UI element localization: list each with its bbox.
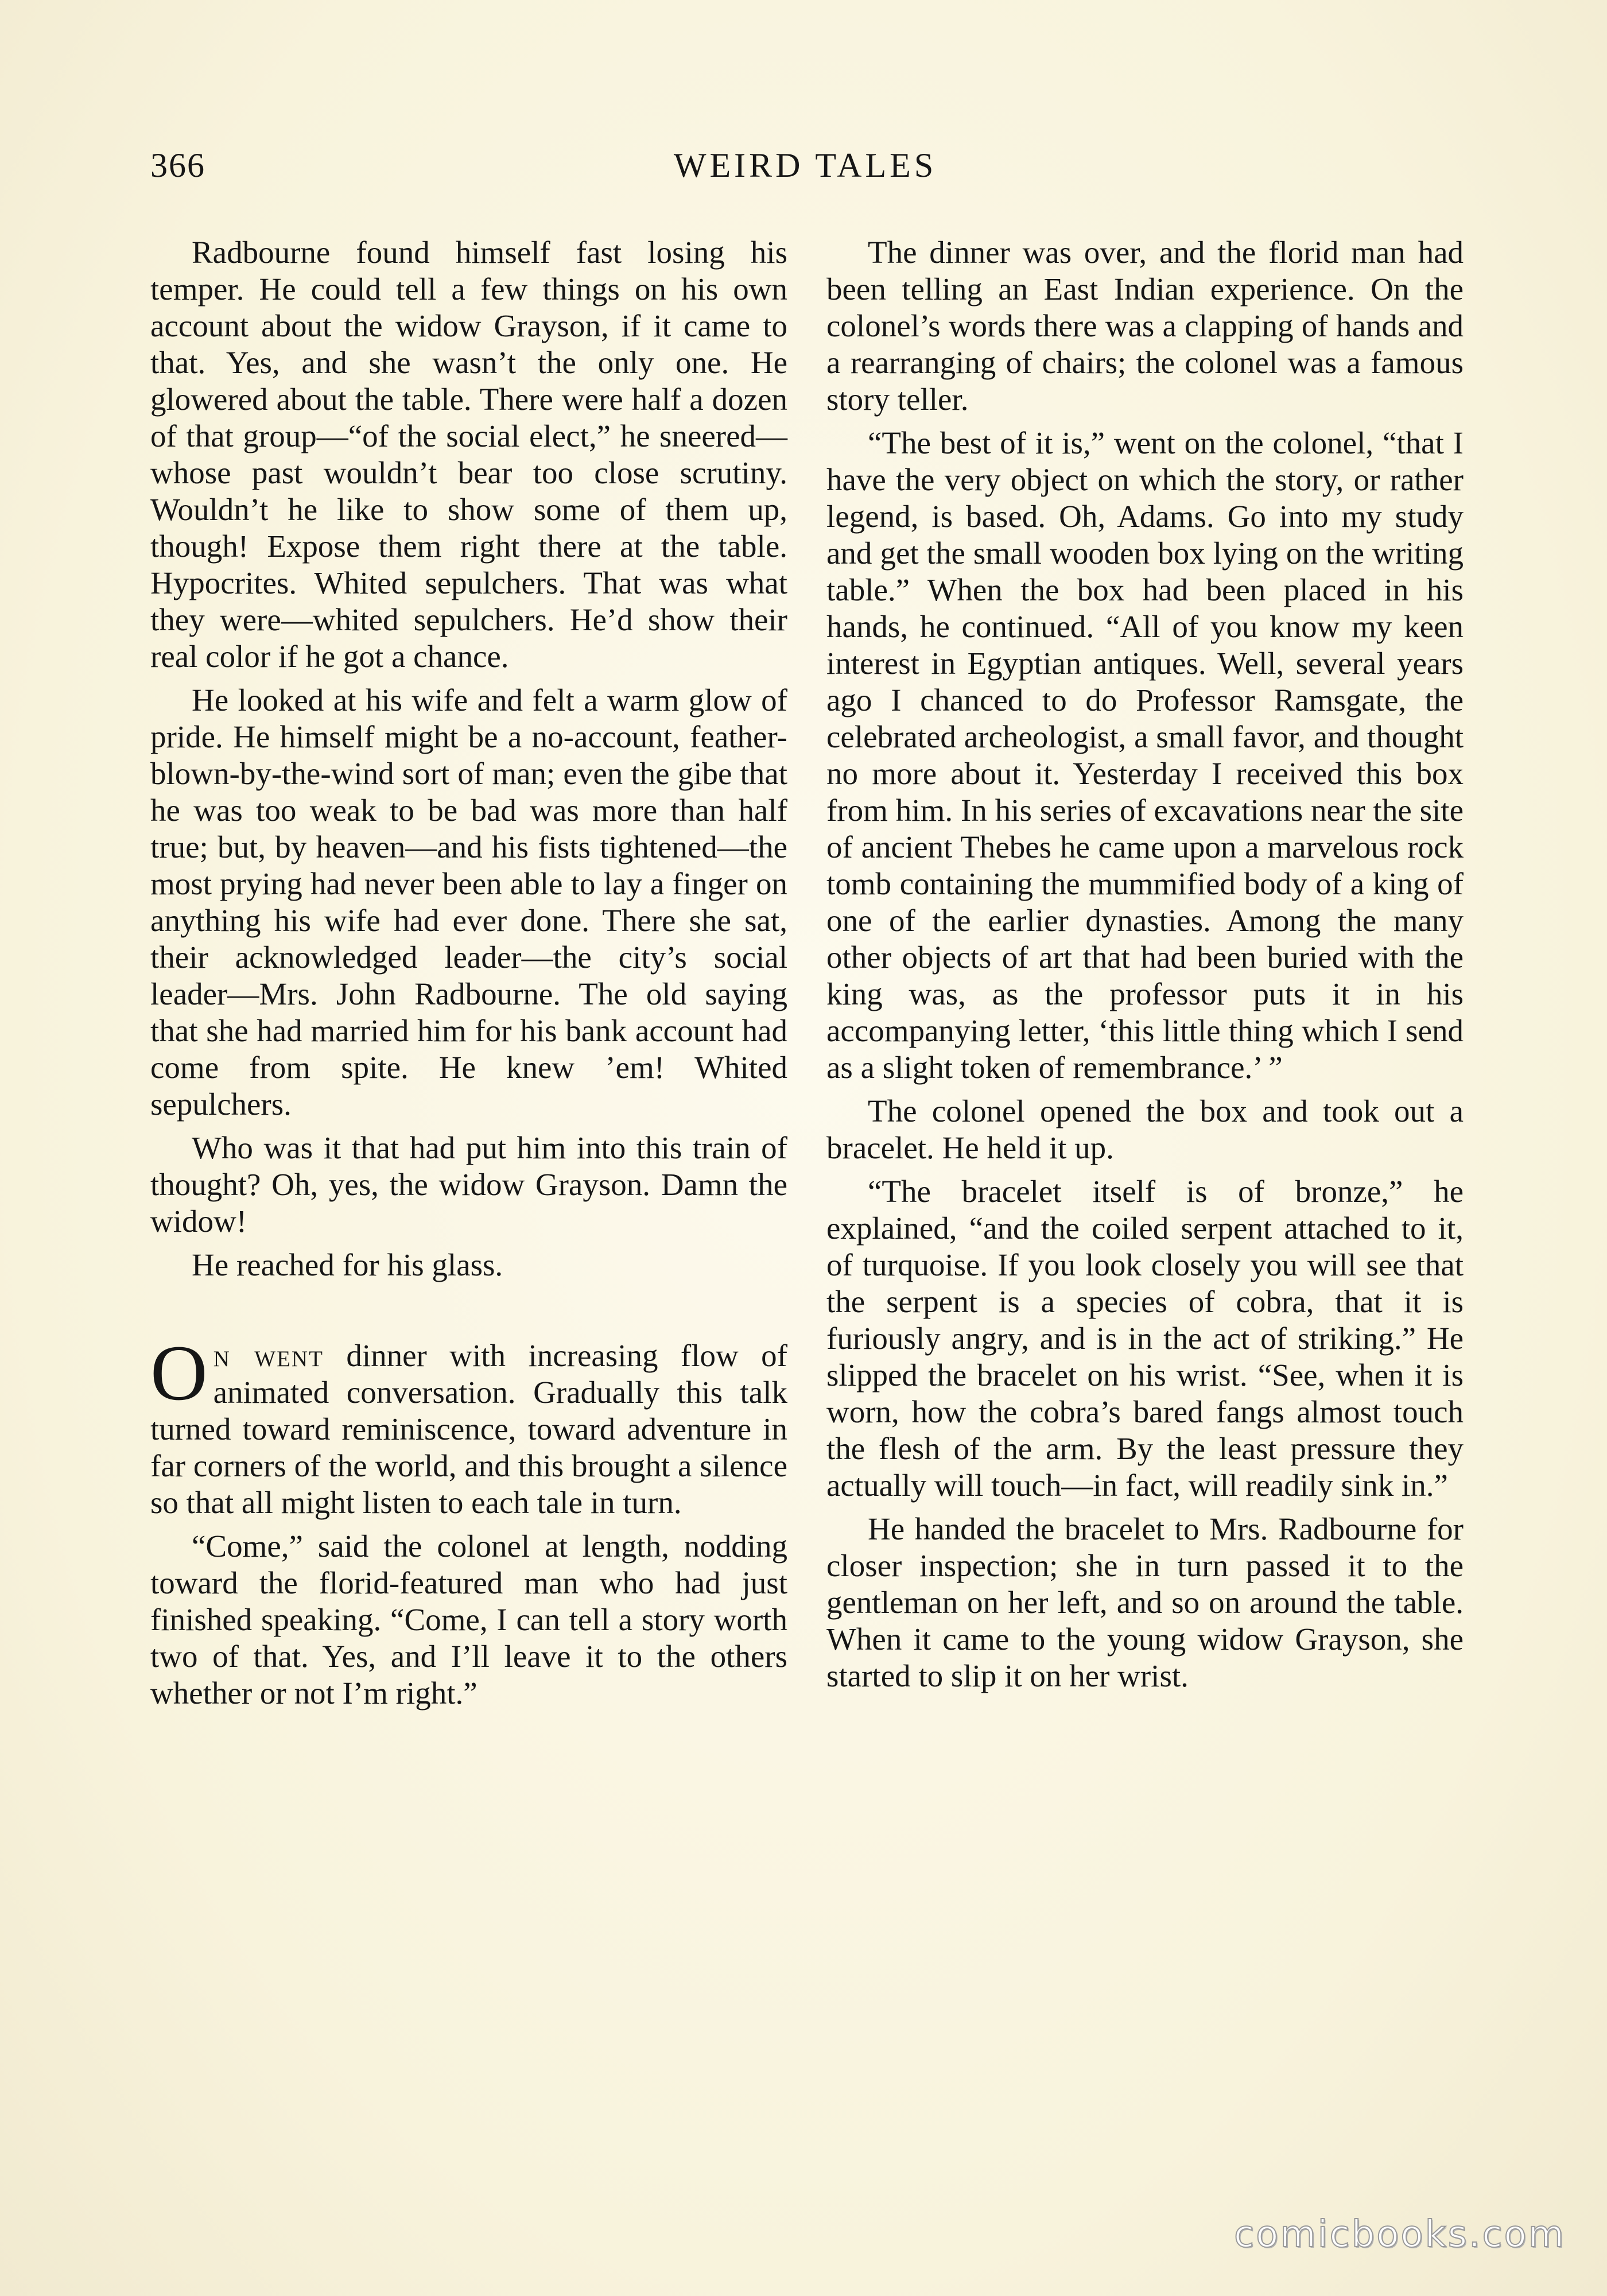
small-caps-lead: n went xyxy=(213,1338,324,1373)
paragraph: “The best of it is,” went on the colonel, “that I have the very object on which the story, or rather legend, is based. Oh, Adams. Go into my study and get the small wooden box lying on the writing table.” When the box had been placed in his hands, he continued. “All of you know my keen interest in Egyptian antiques. Well, several years ago I chanced to do Professor Ramsgate, the celebrated archeologist, a small favor, and thought no more about it. Yesterday I received this box from him. In his series of excavations near the site of ancient Thebes he came upon a marvelous rock tomb containing the mummified body of a king of one of the earlier dynasties. Among the many other objects of art that had been buried with the king was, as the professor puts it in his accompanying letter, ‘this little thing which I send as a slight token of remembrance.’ ” xyxy=(826,425,1464,1085)
watermark-logo: comicbooks.com xyxy=(1233,2213,1566,2256)
paragraph: “The bracelet itself is of bronze,” he explained, “and the coiled serpent attached to it, of turquoise. If you look closely you will see that the serpent is a species of cobra, that it is furiously angry, and is in the act of striking.” He slipped the bracelet on his wrist. “See, when it is worn, how the cobra’s bared fangs almost touch the flesh of the arm. By the least pressure they actually will touch—in fact, will readily sink in.” xyxy=(826,1174,1464,1503)
paragraph: The dinner was over, and the florid man had been telling an East Indian experience. On the colonel’s words there was a clapping of hands and a rearranging of chairs; the colonel was a famous story teller. xyxy=(826,235,1464,417)
page-header xyxy=(150,142,1460,188)
paragraph: He handed the bracelet to Mrs. Radbourne for closer inspection; she in turn passed it to the gentleman on her left, and so on around the table. When it came to the young widow Grayson, she started to slip it on her wrist. xyxy=(826,1511,1464,1693)
section-break xyxy=(150,1290,787,1337)
running-head: WEIRD TALES xyxy=(673,146,937,184)
paragraph: Who was it that had put him into this train of thought? Oh, yes, the widow Grayson. Damn the widow! xyxy=(150,1130,787,1239)
paragraph: He reached for his glass. xyxy=(192,1247,503,1282)
drop-cap: O xyxy=(150,1329,208,1417)
left-column xyxy=(150,234,787,1719)
paragraph: Radbourne found himself fast losing his temper. He could tell a few things on his own account about the widow Grayson, if it came to that. Yes, and she wasn’t the only one. He glowered about the table. There were half a dozen of that group—“of the social elect,” he sneered—whose past wouldn’t bear too close scrutiny. Wouldn’t he like to show some of them up, though! Expose them right there at the table. Hypocrites. Whited sepulchers. That was what they were—whited sepulchers. He’d show their real color if he got a chance. xyxy=(150,235,787,674)
paragraph: He looked at his wife and felt a warm glow of pride. He himself might be a no-account, feather-blown-by-the-wind sort of man; even the gibe that he was too weak to be bad was more than half true; but, by heaven—and his fists tightened—the most prying had never been able to lay a finger on anything his wife had ever done. There she sat, their acknowledged leader—the city’s social leader—Mrs. John Radbourne. The old saying that she had married him for his bank account had come from spite. He knew ’em! Whited sepulchers. xyxy=(150,682,787,1122)
paragraph-text: dinner with increasing flow of animated conversation. Gradually this talk turned toward reminiscence, toward adventure in far corners of the world, and this brought a silence so that all might listen to each tale in turn. xyxy=(150,1338,787,1520)
paragraph: The colonel opened the box and took out a bracelet. He held it up. xyxy=(826,1093,1464,1165)
section-opening-paragraph xyxy=(150,1329,787,1521)
page-number: 366 xyxy=(150,146,205,184)
paragraph: “Come,” said the colonel at length, nodding toward the florid-featured man who had just finished speaking. “Come, I can tell a story worth two of that. Yes, and I’ll leave it to the others whether or not I’m right.” xyxy=(150,1529,787,1711)
right-column xyxy=(826,234,1464,1701)
